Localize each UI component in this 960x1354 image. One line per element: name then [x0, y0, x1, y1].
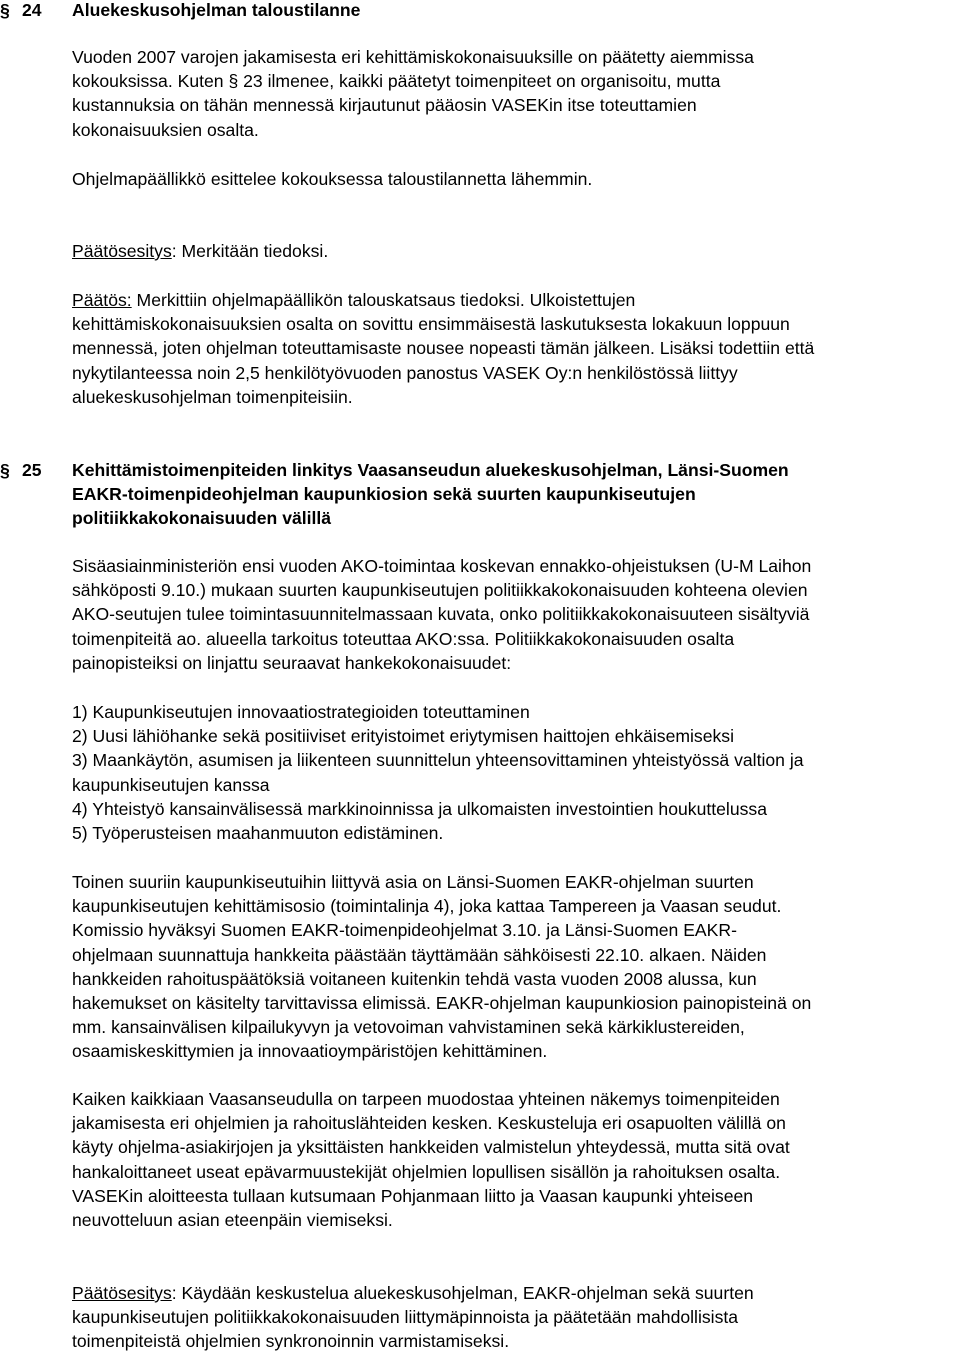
list-item: 3) Maankäytön, asumisen ja liikenteen suunnittelun yhteensovittaminen yhteistyössä valtion ja: [72, 750, 804, 771]
section-24-proposal: [72, 239, 960, 263]
section-25-intro: [72, 554, 960, 675]
list-item: 2) Uusi lähiöhanke sekä positiiviset erityistoimet eriytymisen haittojen ehkäisemiseksi: [72, 726, 734, 747]
text-line: AKO-seutujen tulee toimintasuunnitelmassaan kuvata, onko politiikkakokonaisuuteen sisältyviä: [72, 604, 810, 625]
proposal-label: Päätösesitys: [72, 241, 172, 261]
text-line: painopisteiksi on linjattu seuraavat hankekokonaisuudet:: [72, 652, 512, 673]
section-title: Aluekeskusohjelman taloustilanne: [72, 0, 361, 20]
text-line: Vuoden 2007 varojen jakamisesta eri kehittämiskokonaisuuksille on päätetty aiemmissa: [72, 47, 754, 67]
text-line: jakamisesta eri ohjelmien ja rahoituslähteiden kesken. Keskusteluja eri osapuolten välillä on: [72, 1113, 786, 1134]
section-number: 24: [22, 0, 42, 20]
list-item: kaupunkiseutujen kanssa: [72, 774, 270, 795]
section-24-intro: [72, 45, 960, 142]
list-item: 4) Yhteistyö kansainvälisessä markkinoinnissa ja ulkomaisten investointien houkuttelussa: [72, 798, 767, 819]
decision-text: Merkittiin ohjelmapäällikön talouskatsaus tiedoksi. Ulkoistettujen: [131, 290, 636, 310]
section-24-decision: [72, 288, 960, 409]
text-line: neuvotteluun asian eteenpäin viemiseksi.: [72, 1210, 393, 1231]
text-line: hakemukset on käsitelty tarvittavissa elimissä. EAKR-ohjelman kaupunkiosion painopisteinä on: [72, 993, 812, 1014]
text-line: hankaloittaneet useat epävarmuustekijät ohjelmien lopullisen sisällön ja rahoituksen osalta.: [72, 1161, 781, 1182]
text-line: kehittämiskokonaisuuksien osalta on sovittu ensimmäisestä laskutuksesta lokakuun loppuun: [72, 314, 790, 335]
section-title-line: politiikkakokonaisuuden välillä: [72, 508, 332, 529]
text-line: hankkeiden rahoituspäätöksiä voitaneen kuitenkin tehdä vasta vuoden 2008 alussa, kun: [72, 968, 757, 989]
text-line: aluekeskusohjelman toimenpiteisiin.: [72, 386, 353, 407]
decision-label: Päätös:: [72, 290, 132, 310]
text-line: mennessä, joten ohjelman toteuttamisaste nousee nopeasti tämän jälkeen. Lisäksi todettiin että: [72, 338, 815, 359]
text-line: toimenpiteitä ao. alueella tarkoitus toteuttaa AKO:ssa. Politiikkakokonaisuuden osalta: [72, 628, 735, 649]
section-25-proposal: [72, 1281, 960, 1354]
text-line: kustannuksia on tähän mennessä kirjautunut pääosin VASEKin itse toteuttamien: [72, 95, 697, 116]
text-line: toimenpiteistä ohjelmien synkronoinnin varmistamiseksi.: [72, 1331, 510, 1352]
section-sign: §: [0, 0, 10, 20]
list-item: 1) Kaupunkiseutujen innovaatiostrategioiden toteuttaminen: [72, 702, 530, 722]
list-item: 5) Työperusteisen maahanmuuton edistäminen.: [72, 823, 444, 844]
section-sign: §: [0, 460, 10, 480]
eakr-paragraph: [72, 870, 960, 1064]
section-24-presentation: [72, 167, 960, 191]
priority-list: [72, 700, 960, 845]
proposal-label: Päätösesitys: [72, 1283, 172, 1303]
text-line: käyty ohjelma-asiakirjojen ja yksittäisten hankkeiden valmistelun yhteydessä, mutta sitä ovat: [72, 1137, 790, 1158]
text-line: ohjelmaan suunnattuja hankkeita päästään täyttämään sähköisesti 22.10. alkaen. Näiden: [72, 944, 767, 965]
text-line: Toinen suuriin kaupunkiseutuihin liittyvä asia on Länsi-Suomen EAKR-ohjelman suurten: [72, 872, 754, 892]
text-line: Kaiken kaikkiaan Vaasanseudulla on tarpeen muodostaa yhteinen näkemys toimenpiteiden: [72, 1089, 780, 1109]
discussion-paragraph: [72, 1087, 960, 1232]
section-number: 25: [22, 460, 42, 480]
text-line: Komissio hyväksyi Suomen EAKR-toimenpideohjelmat 3.10. ja Länsi-Suomen EAKR-: [72, 920, 737, 941]
text-line: mm. kansainvälisen kilpailukyvyn ja vetovoiman vahvistaminen sekä kärkiklustereiden,: [72, 1017, 745, 1038]
section-title-line: EAKR-toimenpideohjelman kaupunkiosion sekä suurten kaupunkiseutujen: [72, 484, 696, 505]
text-line: kokouksissa. Kuten § 23 ilmenee, kaikki päätetyt toimenpiteet on organisoitu, mutta: [72, 71, 721, 92]
text-line: osaamiskeskittymien ja innovaatioympäristöjen kehittäminen.: [72, 1041, 548, 1062]
text-line: kaupunkiseutujen kehittämisosio (toimintalinja 4), joka kattaa Tampereen ja Vaasan seudut.: [72, 896, 782, 917]
text-line: sähköposti 9.10.) mukaan suurten kaupunkiseutujen politiikkakokonaisuuden kohteena olevien: [72, 580, 808, 601]
proposal-text: : Merkitään tiedoksi.: [171, 241, 329, 261]
proposal-text: : Käydään keskustelua aluekeskusohjelman, EAKR-ohjelman sekä suurten: [171, 1283, 754, 1303]
text-line: VASEKin aloitteesta tullaan kutsumaan Pohjanmaan liitto ja Vaasan kaupunki yhteiseen: [72, 1185, 754, 1206]
text-line: Ohjelmapäällikkö esittelee kokouksessa taloustilannetta lähemmin.: [72, 169, 593, 189]
section-title-line: Kehittämistoimenpiteiden linkitys Vaasanseudun aluekeskusohjelman, Länsi-Suomen: [72, 460, 789, 480]
text-line: nykytilanteessa noin 2,5 henkilötyövuoden panostus VASEK Oy:n henkilöstössä liittyy: [72, 362, 738, 383]
text-line: Sisäasiainministeriön ensi vuoden AKO-toimintaa koskevan ennakko-ohjeistuksen (U-M Laihon: [72, 556, 812, 576]
text-line: kokonaisuuksien osalta.: [72, 119, 259, 140]
text-line: kaupunkiseutujen politiikkakokonaisuuden liittymäpinnoista ja päätetään mahdollisista: [72, 1307, 739, 1328]
